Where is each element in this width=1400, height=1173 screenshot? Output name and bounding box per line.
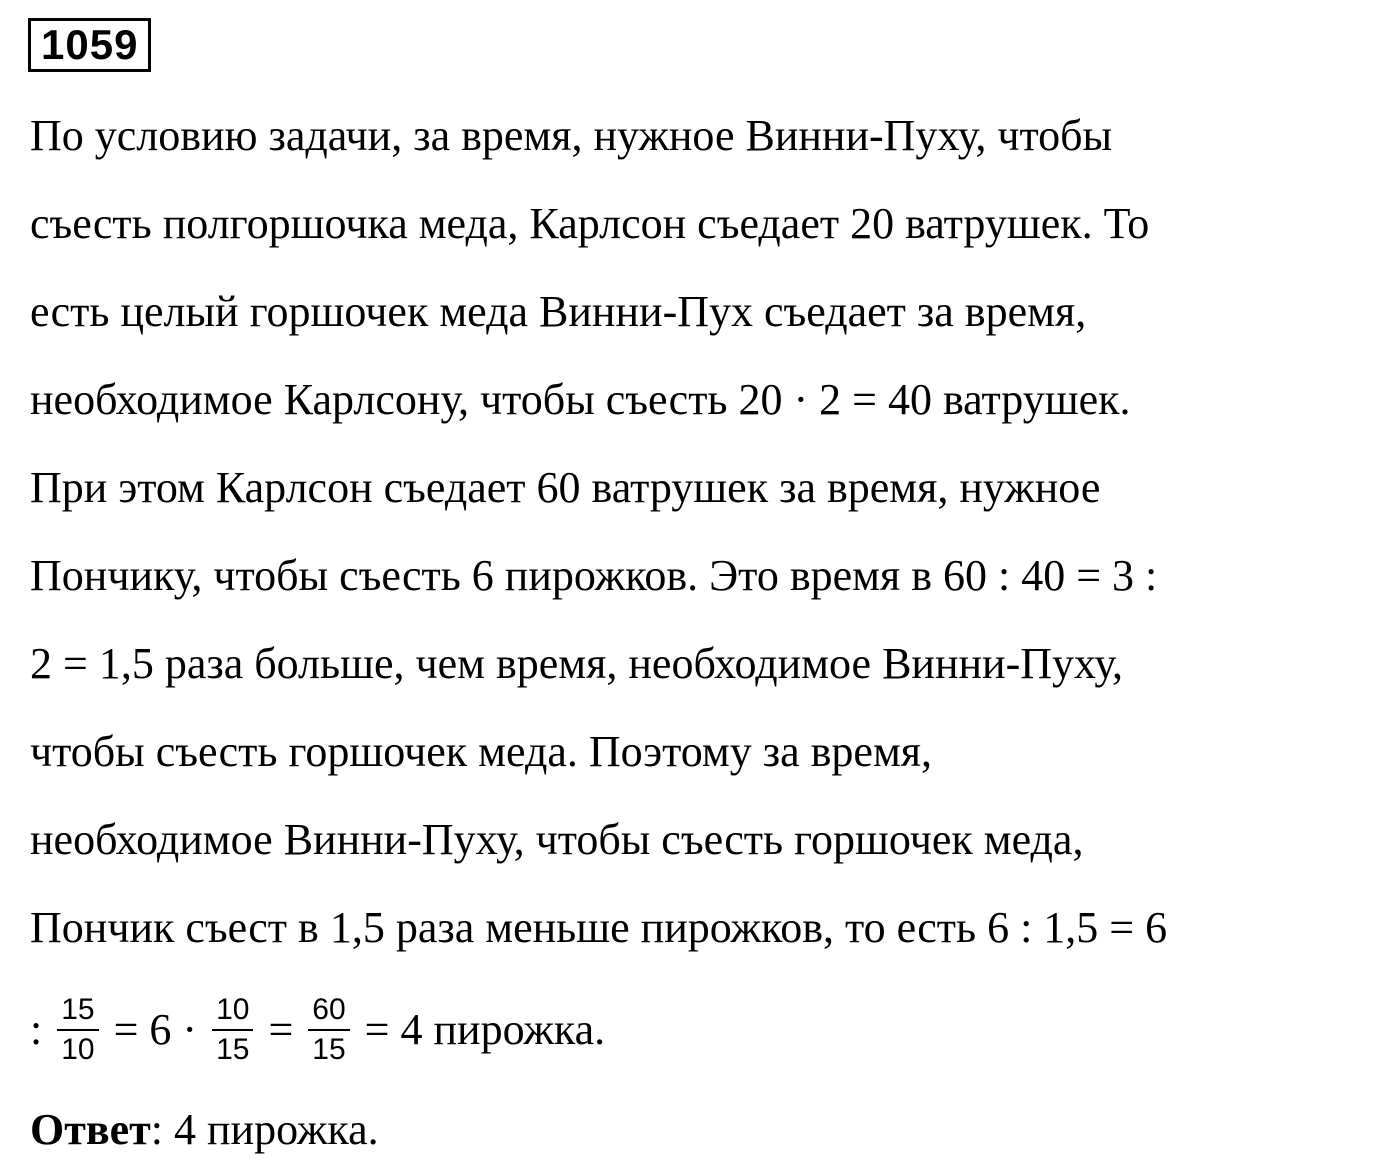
fraction-numerator: 15 (57, 993, 98, 1031)
solution-line-9: необходимое Винни-Пуху, чтобы съесть горшочек меда, (30, 815, 1084, 864)
formula-line (30, 990, 605, 1071)
solution-line-2: съесть полгоршочка меда, Карлсон съедает 20 ватрушек. То (30, 199, 1150, 248)
fraction-denominator: 10 (61, 1032, 95, 1066)
answer-label: Ответ (30, 1105, 151, 1154)
problem-number: 1059 (28, 18, 151, 72)
fraction-numerator: 60 (308, 993, 349, 1031)
fraction-15-10 (57, 993, 98, 1067)
fraction-denominator: 15 (216, 1032, 250, 1066)
formula-suffix: = 4 пирожка. (364, 1005, 606, 1054)
formula-middle-2: = (268, 1005, 294, 1054)
solution-line-1: По условию задачи, за время, нужное Винни-Пуху, чтобы (30, 111, 1113, 160)
answer-line (30, 1104, 379, 1156)
solution-line-8: чтобы съесть горшочек меда. Поэтому за время, (30, 727, 933, 776)
fraction-denominator: 15 (312, 1032, 346, 1066)
solution-line-7: 2 = 1,5 раза больше, чем время, необходимое Винни-Пуху, (30, 639, 1123, 688)
fraction-10-15 (212, 993, 253, 1067)
solution-line-6: Пончику, чтобы съесть 6 пирожков. Это время в 60 : 40 = 3 : (30, 551, 1158, 600)
solution-line-3: есть целый горшочек меда Винни-Пух съедает за время, (30, 287, 1087, 336)
formula-middle-1: = 6 · (113, 1005, 198, 1054)
formula-prefix: : (30, 1005, 43, 1054)
solution-line-10: Пончик съест в 1,5 раза меньше пирожков, то есть 6 : 1,5 = 6 (30, 903, 1168, 952)
answer-text: : 4 пирожка. (150, 1105, 379, 1154)
fraction-numerator: 10 (212, 993, 253, 1031)
solution-line-4: необходимое Карлсону, чтобы съесть 20 · 2 = 40 ватрушек. (30, 375, 1131, 424)
solution-line-5: При этом Карлсон съедает 60 ватрушек за время, нужное (30, 463, 1101, 512)
fraction-60-15 (308, 993, 349, 1067)
